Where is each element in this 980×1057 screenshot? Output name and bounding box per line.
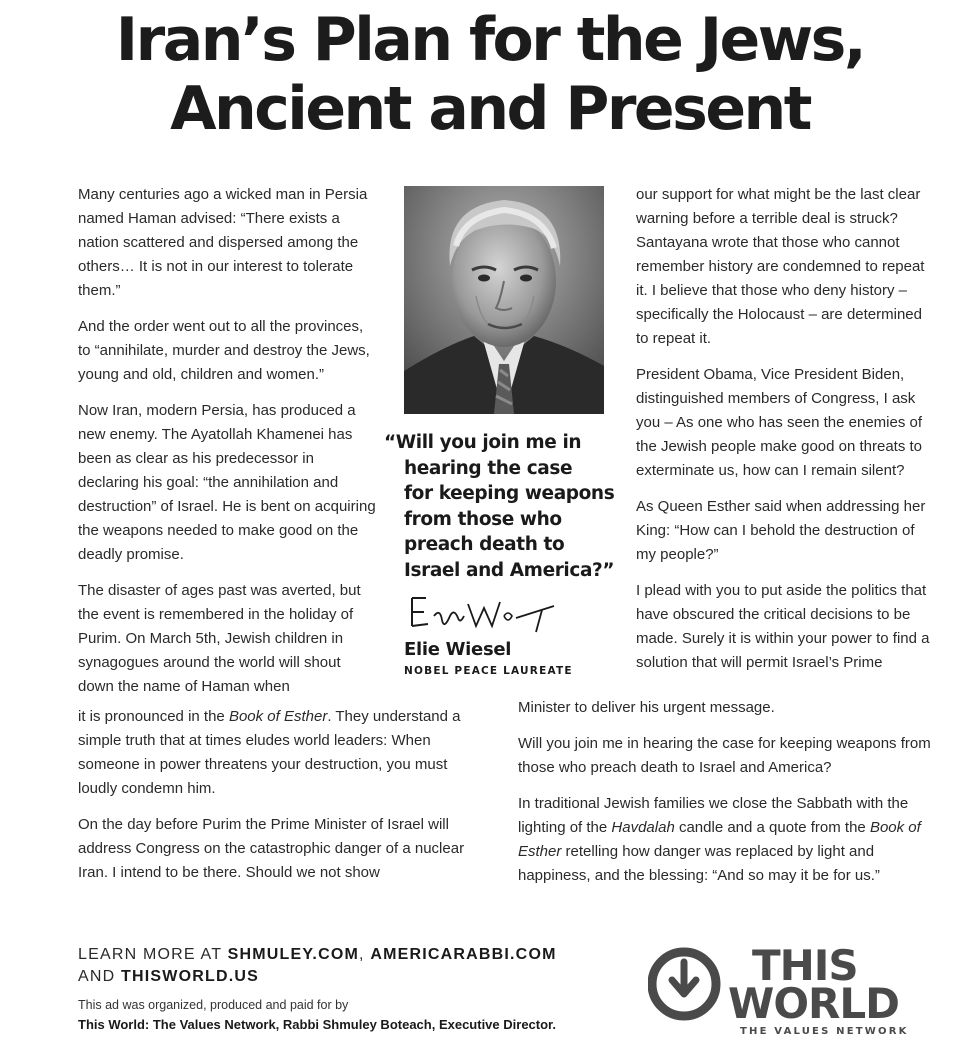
quote-line: preach death to — [404, 534, 565, 555]
handwritten-signature — [404, 586, 564, 636]
right-paragraph-1: our support for what might be the last clear warning before a terrible deal is struck? Santayana wrote that those who cannot remember history are condemned to repeat it. I believe that those who deny history – specifically the Holocaust – are determined to repeat it. — [636, 186, 925, 347]
text-run: candle and a quote from the — [674, 819, 870, 836]
left-wide-block — [78, 705, 478, 897]
portrait-photo — [404, 186, 604, 414]
left-wide-paragraph-1 — [78, 705, 478, 801]
left-paragraph-4: The disaster of ages past was averted, but the event is remembered in the holiday of Purim. On March 5th, Jewish children in synagogues around the world will shout down the name of Haman when — [78, 582, 361, 695]
learn-more-line-2 — [78, 966, 557, 988]
book-title: Book of Esther — [518, 819, 921, 860]
link-thisworld[interactable]: THISWORLD.US — [121, 968, 259, 985]
left-wide-paragraph-2: On the day before Purim the Prime Minister of Israel will address Congress on the catastrophic danger of a nuclear Iran. I intend to be there. Should we not show — [78, 816, 465, 881]
right-wide-paragraph-3 — [518, 792, 938, 888]
and-word: AND — [78, 968, 122, 985]
quote-line: from those who — [404, 508, 562, 530]
quote-line: for keeping weapons — [404, 483, 615, 504]
text-run: . They understand a simple truth that at times eludes world leaders: When someone in power threatens your destruction, you must loudly condemn him. — [78, 708, 461, 797]
book-title: Book of Esther — [228, 708, 328, 725]
right-column — [636, 183, 936, 687]
learn-more-line-1 — [78, 944, 557, 966]
left-paragraph-1: Many centuries ago a wicked man in Persia named Haman advised: “There exists a nation scattered and dispersed among the others… It is not in our interest to tolerate them.” — [78, 186, 368, 299]
headline — [0, 6, 980, 144]
left-paragraph-2: And the order went out to all the provinces, to “annihilate, murder and destroy the Jews, young and old, children and women.” — [78, 318, 370, 383]
quote-line: hearing the case — [404, 457, 573, 479]
right-paragraph-4: I plead with you to put aside the politics that have obscured the critical decisions to be made. Surely it is within your power to find a solution that will permit Israel’s Prime — [636, 582, 930, 671]
link-shmuley[interactable]: SHMULEY.COM — [227, 946, 360, 963]
text-run: it is pronounced in the — [78, 708, 229, 725]
text-run: In traditional Jewish families we close the Sabbath with the lighting of the — [518, 795, 909, 836]
left-column — [78, 183, 378, 711]
credit-line-2: This World: The Values Network, Rabbi Shmuley Boteach, Executive Director. — [78, 1017, 556, 1032]
logo-line-2: WORLD — [728, 979, 899, 1028]
portrait-illustration — [404, 186, 604, 414]
headline-line-1: Iran’s Plan for the Jews, — [115, 5, 865, 75]
logo-line-1: THIS — [752, 941, 858, 990]
signatory-title: NOBEL PEACE LAUREATE — [404, 665, 573, 677]
credit-line-1: This ad was organized, produced and paid for by — [78, 998, 349, 1012]
havdalah-term: Havdalah — [611, 819, 675, 836]
right-paragraph-2: President Obama, Vice President Biden, distinguished members of Congress, I ask you – As one who has seen the enemies of the Jewish people make good on threats to exterminate us, how can I remain silent? — [636, 366, 923, 479]
text-run: retelling how danger was replaced by light and happiness, and the blessing: “And so may it be for us.” — [518, 843, 880, 884]
separator: , — [359, 946, 371, 963]
signatory-name: Elie Wiesel — [404, 639, 512, 660]
quote-line: Israel and America?” — [404, 559, 615, 581]
down-arrow-circle-icon — [652, 952, 716, 1016]
learn-prefix: LEARN MORE AT — [78, 946, 228, 963]
link-americarabbi[interactable]: AMERICARABBI.COM — [370, 946, 557, 963]
right-paragraph-3: As Queen Esther said when addressing her King: “How can I behold the destruction of my people?” — [636, 498, 926, 563]
left-paragraph-3: Now Iran, modern Persia, has produced a new enemy. The Ayatollah Khamenei has been as clear as his predecessor in declaring his goal: “the annihilation and destruction” of Israel. He is bent on acquiring the weapons needed to make good on the deadly promise. — [78, 402, 376, 563]
right-wide-block — [518, 696, 938, 900]
pull-quote — [384, 430, 634, 583]
right-wide-paragraph-1: Minister to deliver his urgent message. — [518, 699, 775, 716]
quote-line: “Will you join me in — [384, 432, 582, 453]
learn-more-text — [78, 944, 557, 988]
this-world-logo — [648, 940, 958, 1040]
headline-line-2: Ancient and Present — [170, 74, 810, 144]
right-wide-paragraph-2: Will you join me in hearing the case for keeping weapons from those who preach death to Israel and America? — [518, 735, 931, 776]
logo-tagline: THE VALUES NETWORK — [740, 1026, 909, 1037]
